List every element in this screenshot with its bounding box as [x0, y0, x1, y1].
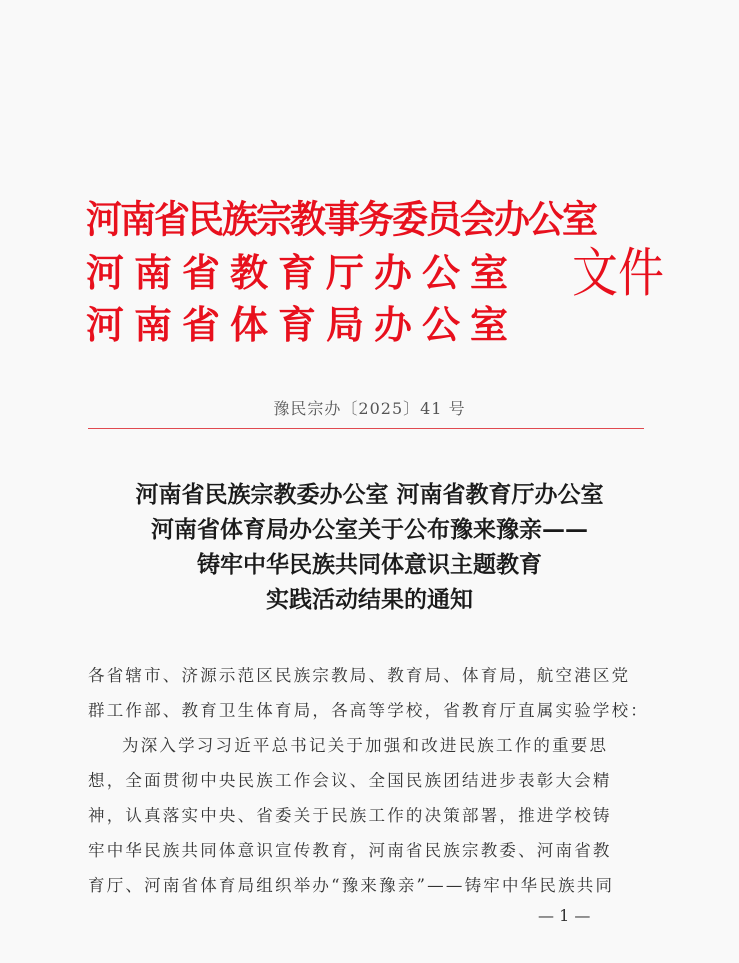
body-paragraph-line: 为深入学习习近平总书记关于加强和改进民族工作的重要思 — [122, 736, 609, 755]
issuer-ethnic-religious-affairs: 河南省民族宗教事务委员会办公室 — [86, 197, 597, 243]
title-line: 河南省体育局办公室关于公布豫来豫亲—— — [151, 516, 588, 543]
red-letterhead — [86, 196, 664, 356]
title-line: 河南省民族宗教委办公室 河南省教育厅办公室 — [135, 481, 604, 508]
title-line: 铸牢中华民族共同体意识主题教育 — [197, 551, 542, 578]
body-paragraph-line: 牢中华民族共同体意识宣传教育，河南省民族宗教委、河南省教 — [88, 841, 612, 860]
title-line: 实践活动结果的通知 — [266, 586, 473, 613]
issuer-education-department: 河南省教育厅办公室 — [86, 250, 519, 295]
body-paragraph-line: 想，全面贯彻中央民族工作会议、全国民族团结进步表彰大会精 — [88, 771, 612, 790]
recipients-line: 各省辖市、济源示范区民族宗教局、教育局、体育局，航空港区党 — [88, 666, 631, 685]
recipients-line: 群工作部、教育卫生体育局，各高等学校，省教育厅直属实验学校： — [88, 701, 649, 720]
issuer-sports-bureau: 河南省体育局办公室 — [86, 302, 519, 347]
red-divider-line — [88, 428, 644, 429]
document-number: 豫民宗办〔2025〕41 号 — [273, 399, 466, 418]
document-body — [88, 658, 649, 903]
body-paragraph-line: 育厅、河南省体育局组织举办“豫来豫亲”——铸牢中华民族共同 — [88, 876, 615, 895]
body-paragraph-line: 神，认真落实中央、省委关于民族工作的决策部署，推进学校铸 — [88, 806, 612, 825]
document-title — [0, 477, 739, 617]
document-label: 文件 — [572, 241, 664, 304]
page-number: — 1 — — [538, 906, 591, 925]
